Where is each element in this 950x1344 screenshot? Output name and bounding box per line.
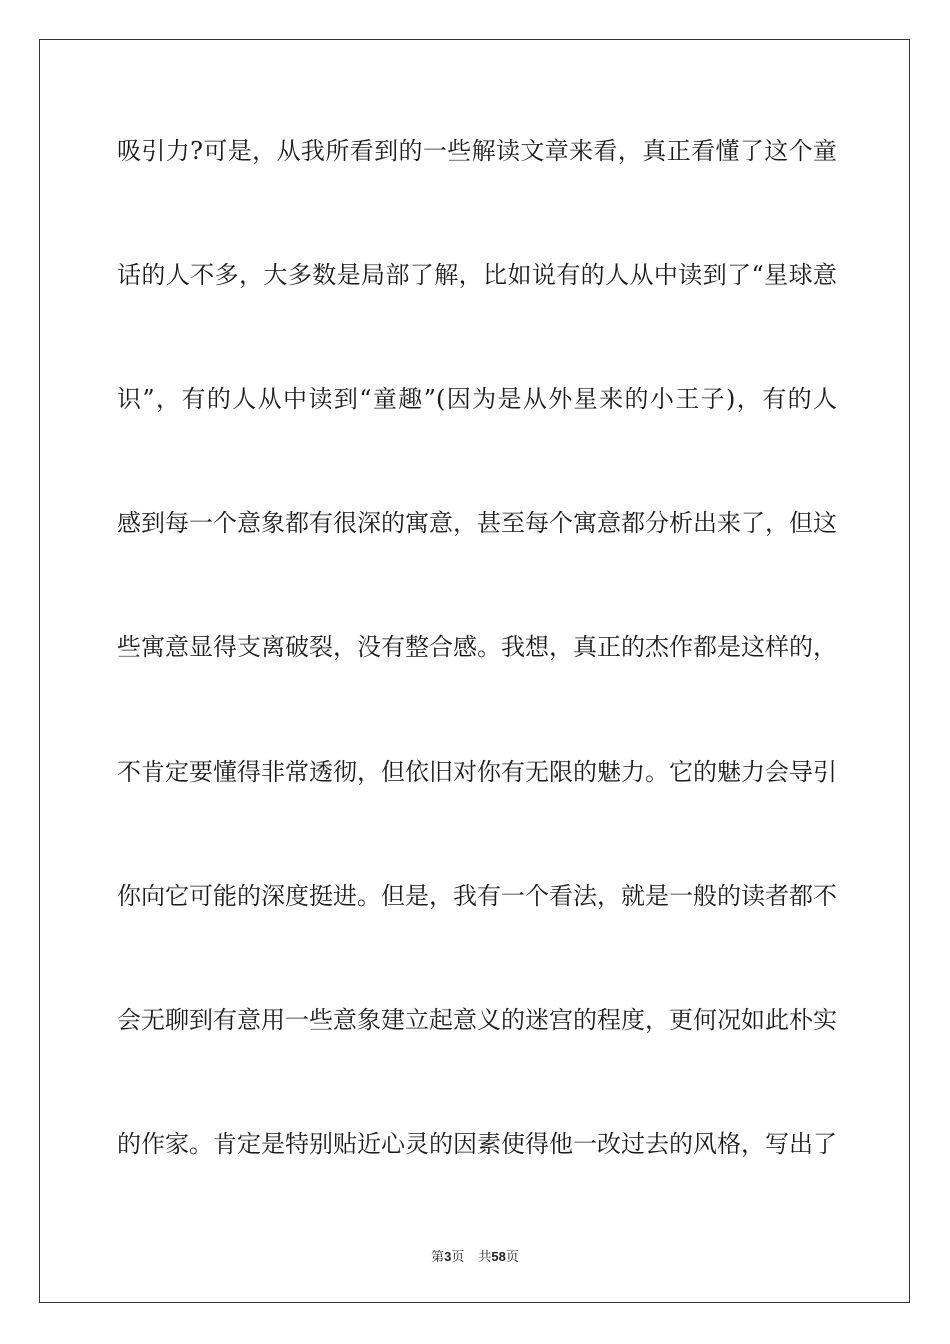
text-line: 你向它可能的深度挺进。但是，我有一个看法，就是一般的读者都不 [117,882,837,910]
text-line: 识”，有的人从中读到“童趣”(因为是从外星来的小王子)，有的人 [117,385,837,413]
total-pages: 58 [491,1249,506,1264]
text-line: 感到每一个意象都有很深的寓意，甚至每个寓意都分析出来了，但这 [117,509,837,537]
page-number: 3 [444,1249,452,1264]
text-line: 些寓意显得支离破裂，没有整合感。我想，真正的杰作都是这样的， [117,633,837,661]
text-line: 不肯定要懂得非常透彻，但依旧对你有无限的魅力。它的魅力会导引 [117,758,837,786]
page-prefix: 第 [431,1250,445,1265]
text-line: 的作家。肯定是特别贴近心灵的因素使得他一改过去的风格，写出了 [117,1130,837,1158]
page-suffix: 页 [451,1250,465,1265]
text-line: 话的人不多，大多数是局部了解，比如说有的人从中读到了“星球意 [117,261,837,289]
page-border [39,39,910,1303]
text-line: 会无聊到有意用一些意象建立起意义的迷宫的程度，更何况如此朴实 [117,1006,837,1034]
total-suffix: 页 [505,1250,519,1265]
text-line: 吸引力?可是，从我所看到的一些解读文章来看，真正看懂了这个童 [117,137,837,165]
page-footer [0,1246,950,1265]
total-prefix: 共 [478,1250,492,1265]
